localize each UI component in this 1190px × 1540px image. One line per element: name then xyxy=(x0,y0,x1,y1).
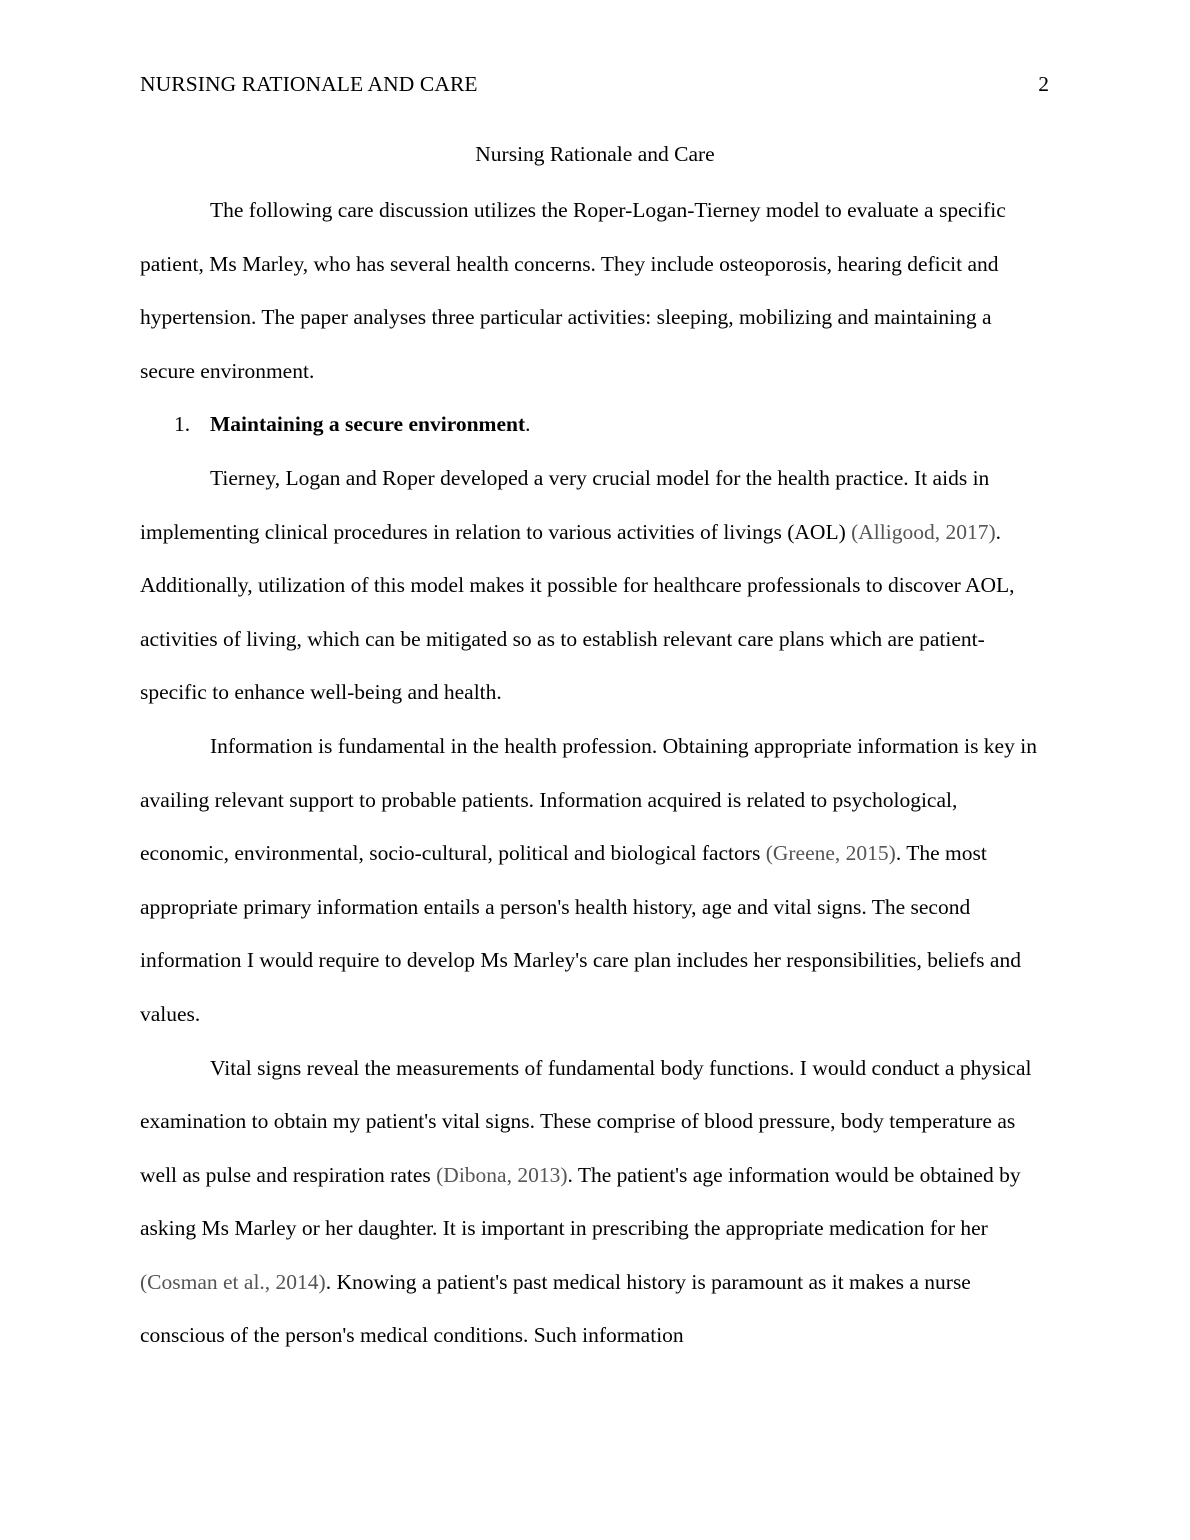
page-header xyxy=(140,70,1049,100)
document-body xyxy=(140,138,1050,1363)
section-heading-text: Maintaining a secure environment xyxy=(210,412,526,437)
paragraph-text: . Knowing a patient's past medical history is paramount as it makes a nurse conscious of the person's medical conditions. Such information xyxy=(140,1269,971,1348)
intro-paragraph: The following care discussion utilizes the Roper-Logan-Tierney model to evaluate a specific patient, Ms Marley, who has several health concerns. They include osteoporosis, hearing deficit and hypertension. The paper analyses three particular activities: sleeping, mobilizing and maintaining a secure environment. xyxy=(140,198,1006,383)
document-title: Nursing Rationale and Care xyxy=(475,142,715,166)
citation-alligood: (Alligood, 2017) xyxy=(851,519,996,544)
page-number: 2 xyxy=(1038,72,1049,96)
paragraph-text: Tierney, Logan and Roper developed a very crucial model for the health practice. It aids in implementing clinical procedures in relation to various activities of livings (AOL) xyxy=(140,465,990,544)
citation-cosman: (Cosman et al., 2014) xyxy=(140,1269,326,1294)
citation-dibona: (Dibona, 2013) xyxy=(436,1162,568,1187)
list-number: 1. xyxy=(174,412,191,437)
paragraph-vital-signs xyxy=(140,1042,1050,1364)
paragraph-text: Information is fundamental in the health profession. Obtaining appropriate information is key in availing relevant support to probable patients. Information acquired is related to psychological, economic, environmental, socio-cultural, political and biological factors xyxy=(140,733,1037,866)
paragraph-text: . The most appropriate primary information entails a person's health history, age and vital signs. The second information I would require to develop Ms Marley's care plan includes her responsibilities, beliefs and values. xyxy=(140,841,1021,1026)
section-heading-punctuation: . xyxy=(525,412,531,437)
section-heading-1 xyxy=(140,398,1050,452)
paragraph-text: . Additionally, utilization of this model makes it possible for healthcare professionals to discover AOL, activities of living, which can be mitigated so as to establish relevant care plans which are patient-specific to enhance well-being and health. xyxy=(140,519,1015,705)
paragraph-roper-model xyxy=(140,452,1050,720)
paragraph-text: Vital signs reveal the measurements of fundamental body functions. I would conduct a physical examination to obtain my patient's vital signs. These comprise of blood pressure, body temperature as well as pulse and respiration rates xyxy=(140,1055,1032,1187)
running-head: NURSING RATIONALE AND CARE xyxy=(140,72,478,96)
citation-greene: (Greene, 2015) xyxy=(765,841,896,866)
paragraph-text: . The patient's age information would be obtained by asking Ms Marley or her daughter. It is important in prescribing the appropriate medication for her xyxy=(140,1162,1021,1241)
paragraph-information xyxy=(140,720,1050,1042)
